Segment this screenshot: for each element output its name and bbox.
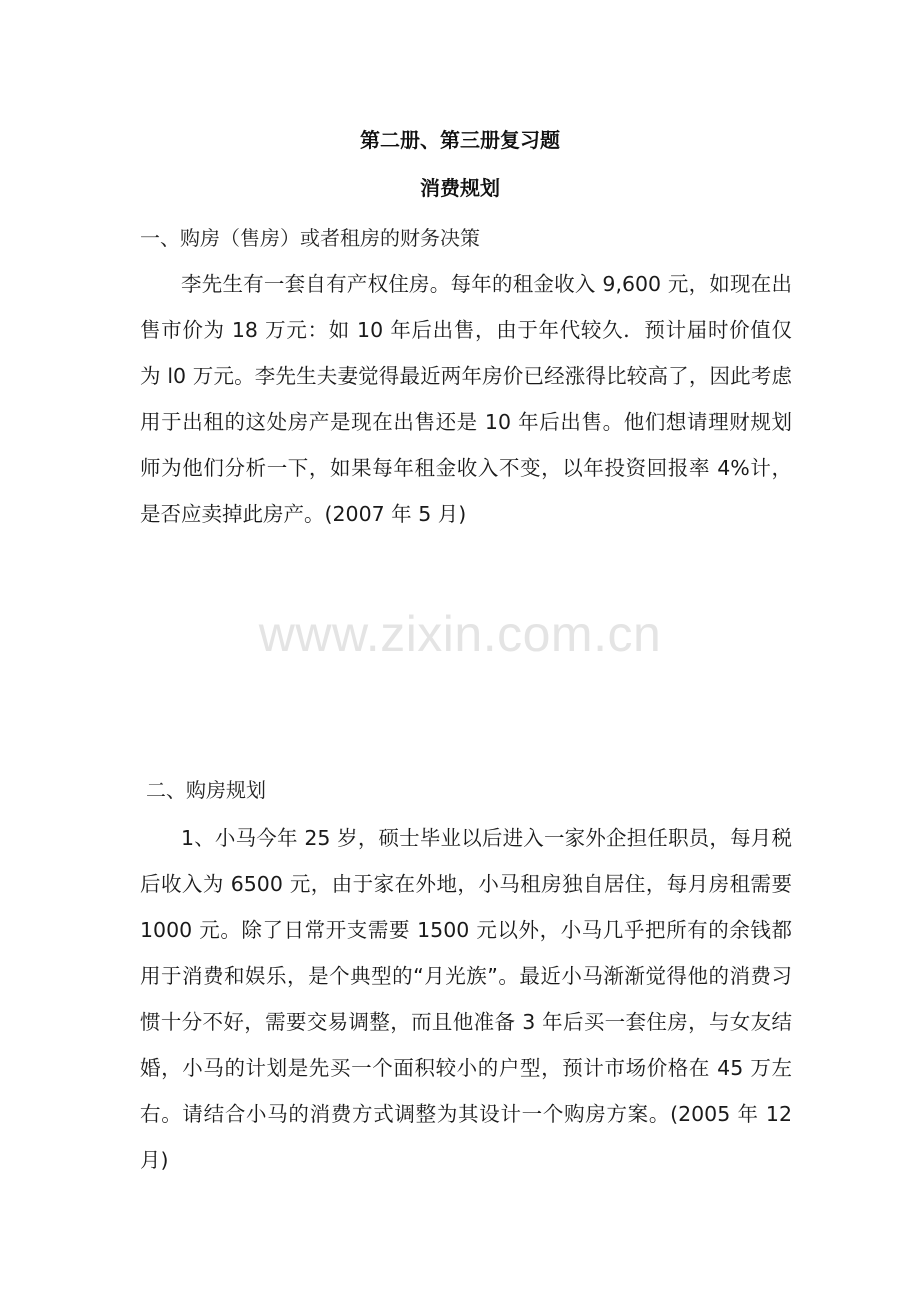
document-subtitle: 消费规划 [420,176,500,200]
watermark-text: www.zixin.com.cn [258,606,662,662]
section-heading-2: 二、购房规划 [146,778,266,802]
section-paragraph-2: 1、小马今年 25 岁，硕士毕业以后进入一家外企担任职员，每月税后收入为 6500 元，由于家在外地，小马租房独自居住，每月房租需要 1000 元。除了日常开支需要 1500 元以外，小马几乎把所有的余钱都用于消费和娱乐，是个典型的“月光族”。最近小马渐渐觉得他的消费习惯十分不好，需要交易调整，而且他准备 3 年后买一套住房，与女友结婚，小马的计划是先买一个面积较小的户型，预计市场价格在 45 万左右。请结合小马的消费方式调整为其设计一个购房方案。(2005 年 12 月) [140,826,792,1172]
section-heading-1: 一、购房（售房）或者租房的财务决策 [140,226,480,250]
document-title: 第二册、第三册复习题 [360,128,560,152]
section-paragraph-1: 李先生有一套自有产权住房。每年的租金收入 9,600 元，如现在出售市价为 18 万元：如 10 年后出售，由于年代较久．预计届时价值仅为 l0 万元。李先生夫妻觉得最近两年房价已经涨得比较高了，因此考虑用于出租的这处房产是现在出售还是 10 年后出售。他们想请理财规划师为他们分析一下，如果每年租金收入不变，以年投资回报率 4%计，是否应卖掉此房产。(2007 年 5 月) [140,272,792,526]
